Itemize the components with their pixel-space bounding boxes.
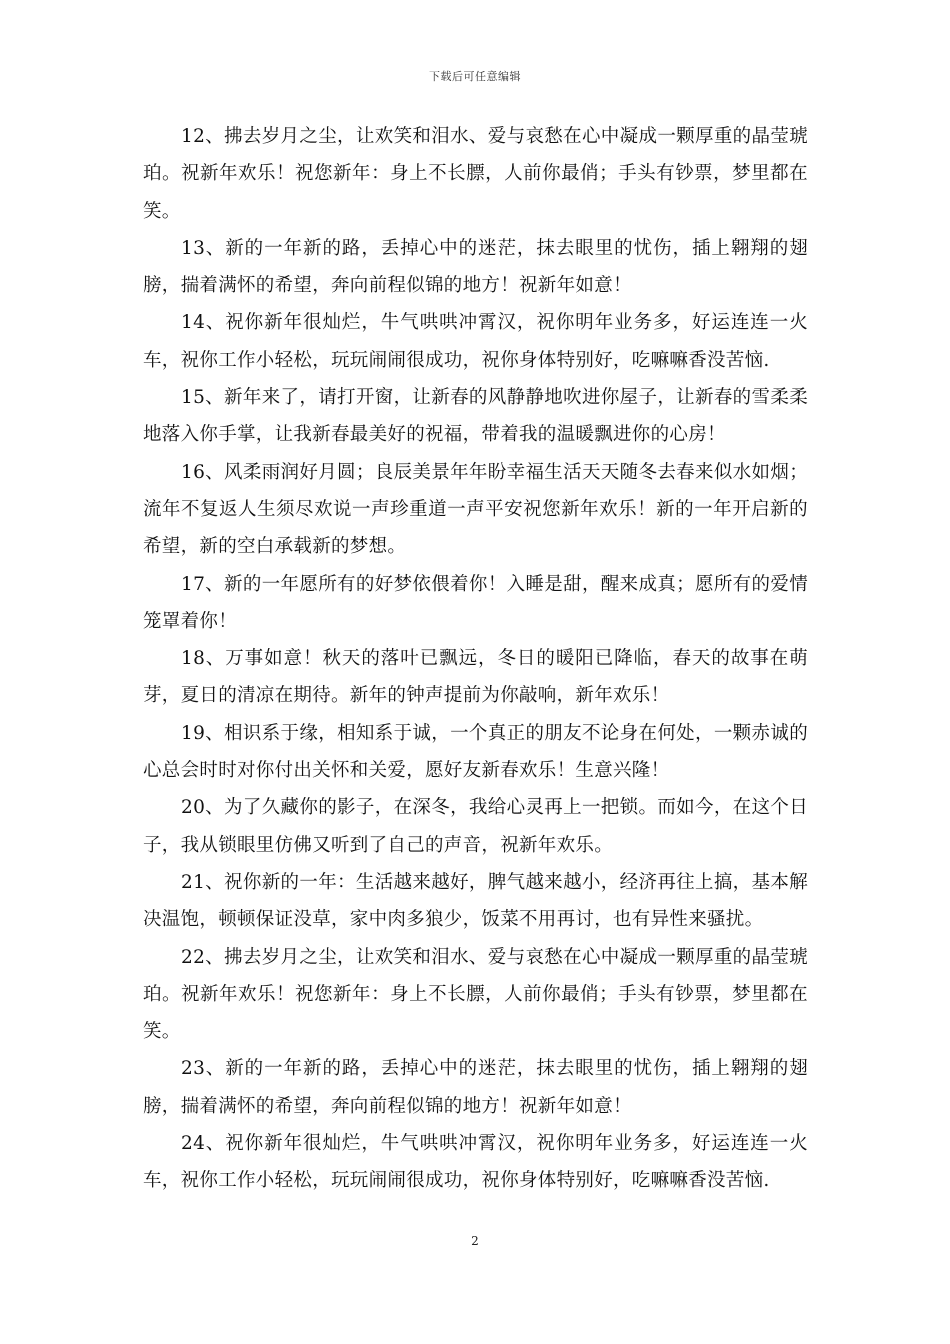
paragraph-21: 21、祝你新的一年：生活越来越好，脾气越来越小，经济再往上搞，基本解决温饱，顿顿保证没草，家中肉多狼少，饭菜不用再讨，也有异性来骚扰。 (143, 871, 808, 931)
paragraph-16: 16、风柔雨润好月圆；良辰美景年年盼幸福生活天天随冬去春来似水如烟；流年不复返人生须尽欢说一声珍重道一声平安祝您新年欢乐！新的一年开启新的希望，新的空白承载新的梦想。 (143, 461, 808, 558)
paragraph-23: 23、新的一年新的路，丢掉心中的迷茫，抹去眼里的忧伤，插上翱翔的翅膀，揣着满怀的希望，奔向前程似锦的地方！祝新年如意！ (143, 1058, 808, 1117)
page-header: 下载后可任意编辑 (429, 70, 521, 83)
paragraph-24: 24、祝你新年很灿烂，牛气哄哄冲霄汉，祝你明年业务多，好运连连一火车，祝你工作小轻松，玩玩闹闹很成功，祝你身体特别好，吃嘛嘛香没苦恼. (143, 1133, 808, 1192)
paragraph-15: 15、新年来了，请打开窗，让新春的风静静地吹进你屋子，让新春的雪柔柔地落入你手掌，让我新春最美好的祝福，带着我的温暖飘进你的心房！ (143, 387, 808, 446)
page-number: 2 (471, 1234, 479, 1248)
paragraph-18: 18、万事如意！秋天的落叶已飘远，冬日的暖阳已降临，春天的故事在萌芽，夏日的清凉在期待。新年的钟声提前为你敲响，新年欢乐！ (143, 648, 808, 707)
paragraph-14: 14、祝你新年很灿烂，牛气哄哄冲霄汉，祝你明年业务多，好运连连一火车，祝你工作小轻松，玩玩闹闹很成功，祝你身体特别好，吃嘛嘛香没苦恼. (143, 312, 808, 371)
paragraph-20: 20、为了久藏你的影子，在深冬，我给心灵再上一把锁。而如今，在这个日子，我从锁眼里仿佛又听到了自己的声音，祝新年欢乐。 (143, 797, 808, 856)
document-body (143, 118, 808, 1200)
paragraph-12: 12、拂去岁月之尘，让欢笑和泪水、爱与哀愁在心中凝成一颗厚重的晶莹琥珀。祝新年欢乐！祝您新年：身上不长膘，人前你最俏；手头有钞票，梦里都在笑。 (143, 126, 808, 222)
paragraph-22: 22、拂去岁月之尘，让欢笑和泪水、爱与哀愁在心中凝成一颗厚重的晶莹琥珀。祝新年欢乐！祝您新年：身上不长膘，人前你最俏；手头有钞票，梦里都在笑。 (143, 946, 808, 1043)
paragraph-17: 17、新的一年愿所有的好梦依偎着你！入睡是甜，醒来成真；愿所有的爱情笼罩着你！ (143, 573, 808, 632)
paragraph-13: 13、新的一年新的路，丢掉心中的迷茫，抹去眼里的忧伤，插上翱翔的翅膀，揣着满怀的希望，奔向前程似锦的地方！祝新年如意！ (143, 237, 808, 297)
paragraph-19: 19、相识系于缘，相知系于诚，一个真正的朋友不论身在何处，一颗赤诚的心总会时时对你付出关怀和关爱，愿好友新春欢乐！生意兴隆！ (143, 722, 808, 782)
